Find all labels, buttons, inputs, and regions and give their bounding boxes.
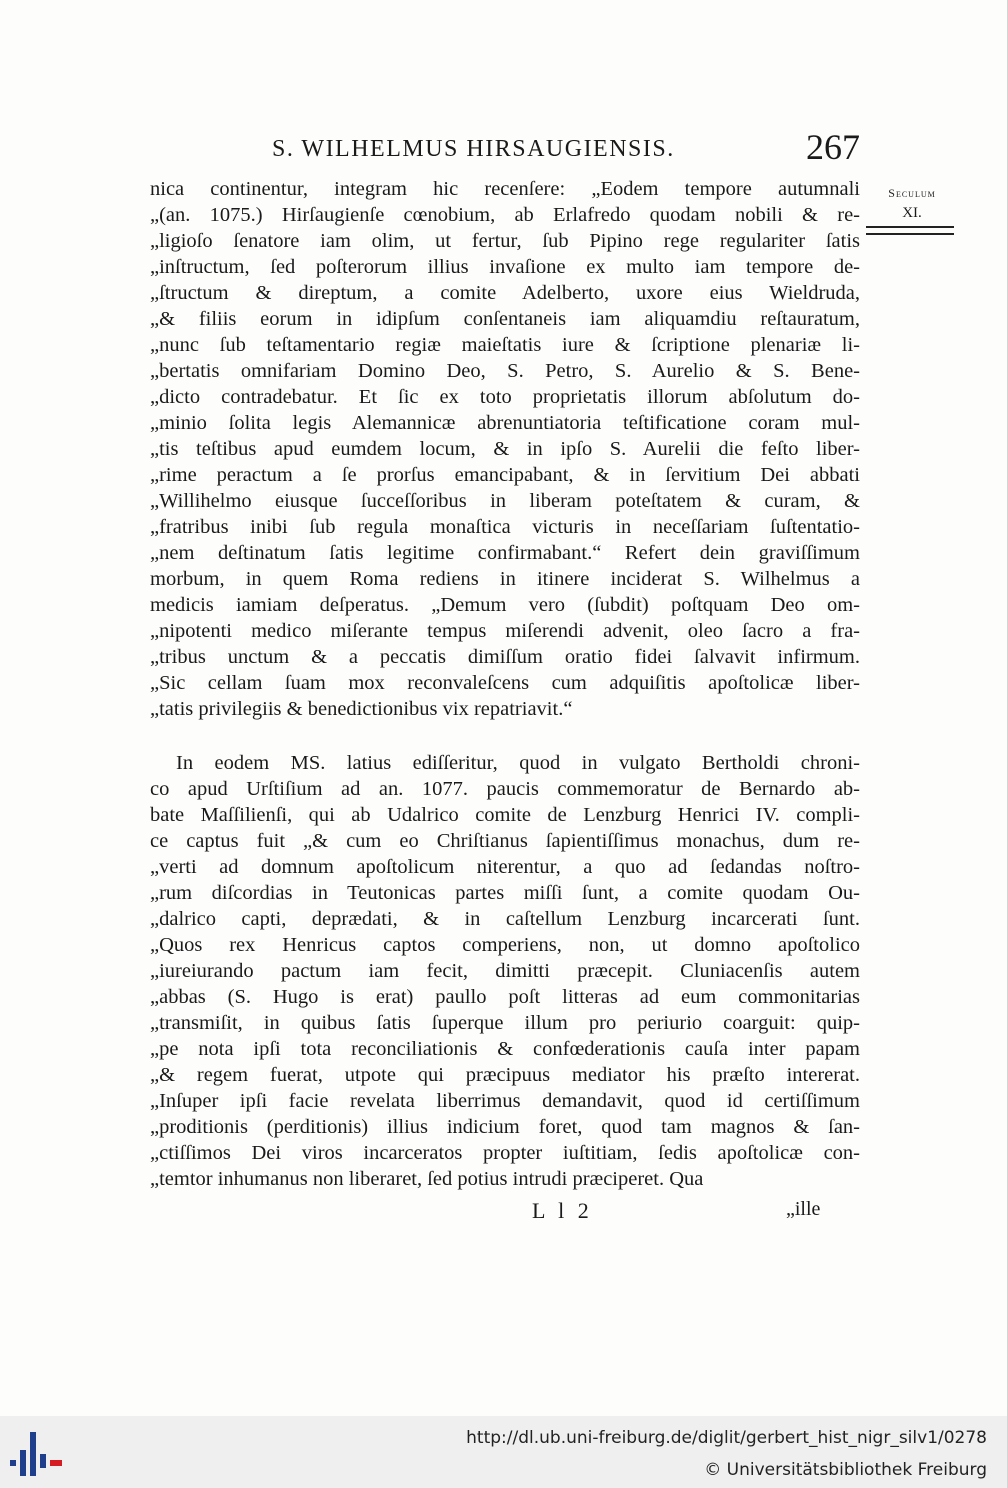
text-line: „inſtructum, ſed poſterorum illius invaſione ex multo iam tempore de- — [150, 256, 860, 278]
marginal-century: XI. — [902, 205, 922, 221]
copyright-notice: © Universitätsbibliothek Freiburg — [704, 1460, 987, 1480]
text-line: bate Maſſilienſi, qui ab Udalrico comite de Lenzburg Henrici IV. compli- — [150, 804, 860, 826]
text-line: „fratribus inibi ſub regula monaſtica victuris in neceſſariam ſuſtentatio- — [150, 516, 860, 538]
text-line: „ſtructum & direptum, a comite Adelberto, uxore eius Wieldruda, — [150, 282, 860, 304]
marginal-seculum: Seculum — [888, 186, 936, 200]
text-line: „minio ſolita legis Alemannicæ abrenuntiatoria teſtificatione coram mul- — [150, 412, 860, 434]
running-head — [272, 127, 872, 174]
text-line: „Quos rex Henricus captos comperiens, non, ut domno apoſtolico — [150, 934, 860, 956]
text-line: „tis teſtibus apud eumdem locum, & in ipſo S. Aurelii die feſto liber- — [150, 438, 860, 460]
text-line: „verti ad domnum apoſtolicum niterentur, a quo ad ſedandas noſtro- — [150, 856, 860, 878]
text-line: nica continentur, integram hic recenſere: „Eodem tempore autumnali — [150, 178, 860, 200]
paragraph-1 — [150, 176, 860, 722]
text-line: „pe nota ipſi tota reconciliationis & confœderationis cauſa inter papam — [150, 1038, 860, 1060]
signature-mark: L l 2 — [532, 1198, 593, 1223]
text-line: ce captus fuit „& cum eo Chriſtianus ſapientiſſimus monachus, dum re- — [150, 830, 860, 852]
text-line: „rum diſcordias in Teutonicas partes miſſi ſunt, a comite quodam Ou- — [150, 882, 860, 904]
text-line: „bertatis omnifariam Domino Deo, S. Petro, S. Aurelio & S. Bene- — [150, 360, 860, 382]
paragraph-2 — [150, 750, 860, 1192]
text-line: „ligioſo ſenatore iam olim, ut fertur, ſub Pipino rege regulariter ſatis — [150, 230, 860, 252]
text-line: „tatis privilegiis & benedictionibus vix repatriavit.“ — [150, 698, 573, 720]
text-line: In eodem MS. latius ediſſeritur, quod in vulgato Bertholdi chroni- — [176, 752, 860, 774]
text-line: co apud Urſtiſium ad an. 1077. paucis commemoratur de Bernardo ab- — [150, 778, 860, 800]
text-line: medicis iamiam deſperatus. „Demum vero (ſubdit) poſtquam Deo om- — [150, 594, 860, 616]
text-line: „proditionis (perditionis) illius indicium foret, quod tam magnos & ſan- — [150, 1116, 860, 1138]
text-line: morbum, in quem Roma rediens in itinere inciderat S. Wilhelmus a — [150, 568, 860, 590]
document-url-link[interactable]: http://dl.ub.uni-freiburg.de/diglit/gerbert_hist_nigr_silv1/0278 — [466, 1428, 987, 1448]
text-line: „tribus unctum & a peccatis dimiſſum oratio fidei ſalvavit infirmum. — [150, 646, 860, 668]
text-line: „iureiurando pactum iam fecit, dimitti præcepit. Cluniacenſis autem — [150, 960, 860, 982]
page-number: 267 — [806, 127, 860, 167]
text-line: „abbas (S. Hugo is erat) paullo poſt litteras ad eum commonitarias — [150, 986, 860, 1008]
text-line: „Willihelmo eiusque ſucceſſoribus in liberam poteſtatem & curam, & — [150, 490, 860, 512]
catchword: „ille — [786, 1198, 821, 1220]
viewer-footer-bar — [0, 1416, 1007, 1488]
text-line: „temtor inhumanus non liberaret, ſed potius intrudi præciperet. Qua — [150, 1168, 704, 1190]
marginal-note — [866, 186, 958, 235]
text-line: „ctiſſimos Dei viros incarceratos propter iuſtitiam, ſedis apoſtolicæ con- — [150, 1142, 860, 1164]
text-line: „nunc ſub teſtamentario regiæ maieſtatis iure & ſcriptione plenariæ li- — [150, 334, 860, 356]
text-line: „& regem fuerat, utpote qui præcipuus mediator his præſto intererat. — [150, 1064, 860, 1086]
text-line: „dicto contradebatur. Et ſic ex toto proprietatis illorum abſolutum do- — [150, 386, 860, 408]
text-line: „Sic cellam ſuam mox reconvaleſcens cum adquiſitis apoſtolicæ liber- — [150, 672, 860, 694]
page-footer — [150, 1198, 860, 1228]
text-line: „(an. 1075.) Hirſaugienſe cœnobium, ab Erlafredo quodam nobili & re- — [150, 204, 860, 226]
text-line: „transmiſit, in quibus ſatis ſuperque illum pro periurio coarguit: quip- — [150, 1012, 860, 1034]
text-line: „rime peractum a ſe prorſus emancipabant, & in ſervitium Dei abbati — [150, 464, 860, 486]
ub-freiburg-logo-icon[interactable] — [10, 1430, 66, 1478]
text-line: „nipotenti medico miſerante tempus miſerendi advenit, oleo ſacro a fra- — [150, 620, 860, 642]
text-line: „Inſuper ipſi facie revelata liberrimus demandavit, quod id certiſſimum — [150, 1090, 860, 1112]
text-line: „nem deſtinatum ſatis legitime confirmabant.“ Refert dein graviſſimum — [150, 542, 860, 564]
text-line: „& filiis eorum in idipſum conſentaneis iam aliquamdiu reſtauratum, — [150, 308, 860, 330]
marginal-rule — [866, 226, 954, 235]
page-title: S. WILHELMUS HIRSAUGIENSIS. — [272, 136, 675, 162]
text-line: „dalrico capti, deprædati, & in caſtellum Lenzburg incarcerati ſunt. — [150, 908, 860, 930]
